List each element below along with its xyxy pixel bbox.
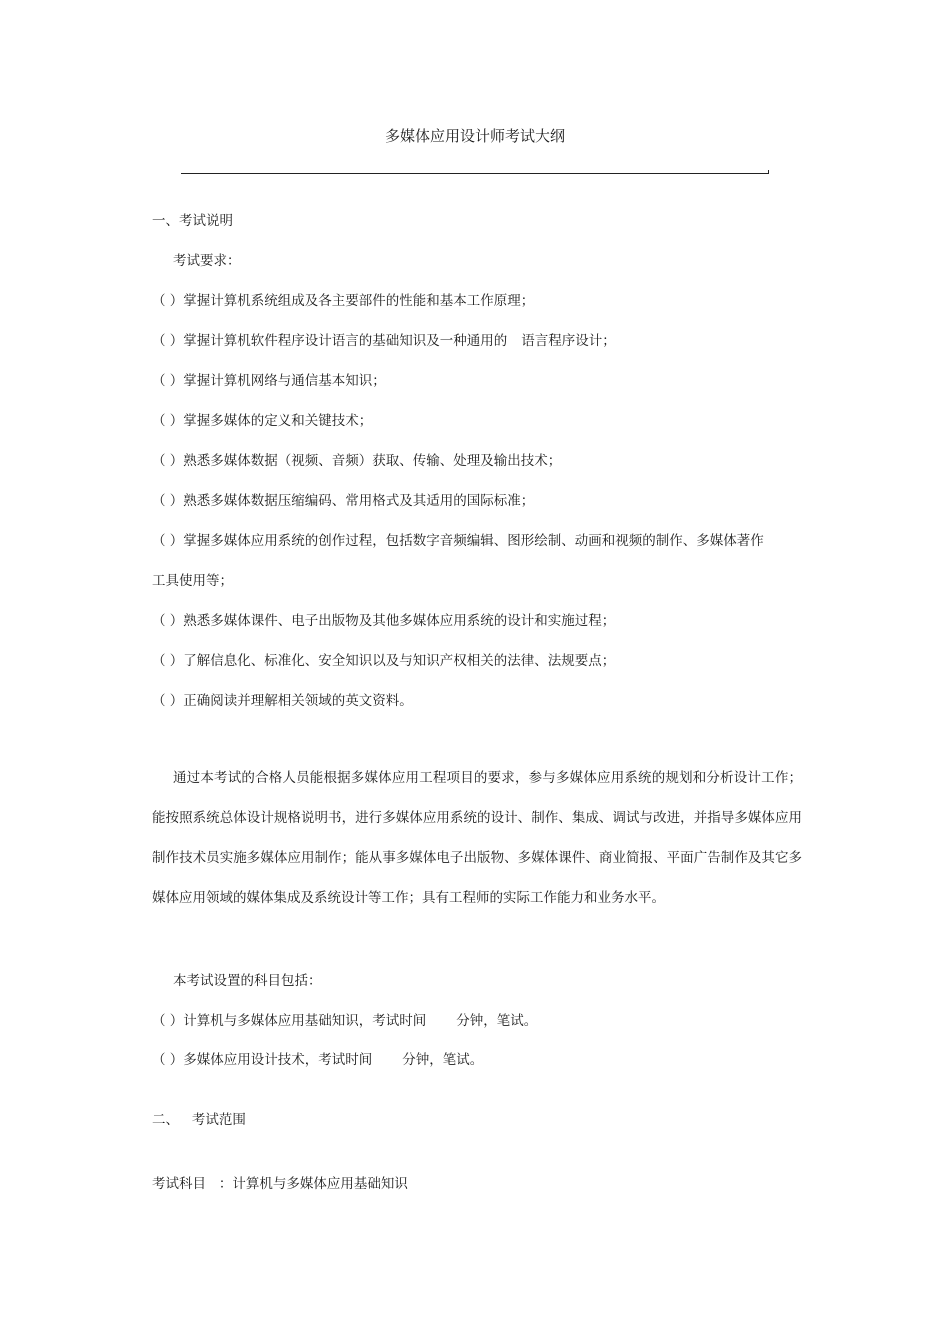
requirement-item: （ ）了解信息化、标准化、安全知识以及与知识产权相关的法律、法规要点；: [152, 653, 616, 669]
requirement-item: （ ）熟悉多媒体课件、电子出版物及其他多媒体应用系统的设计和实施过程；: [152, 613, 616, 629]
page-title: 多媒体应用设计师考试大纲: [384, 127, 565, 145]
subject-item: [152, 1052, 483, 1068]
subjects-label: 本考试设置的科目包括：: [173, 973, 322, 989]
requirement-item: （ ）熟悉多媒体数据压缩编码、常用格式及其适用的国际标准；: [152, 493, 535, 509]
qualification-paragraph: 通过本考试的合格人员能根据多媒体应用工程项目的要求，参与多媒体应用系统的规划和分析设计工作；能按照系统总体设计规格说明书，进行多媒体应用系统的设计、制作、集成、调试与改进，并指导多媒体应用制作技术员实施多媒体应用制作；能从事多媒体电子出版物、多媒体课件、商业简报、平面广告制作及其它多媒体应用领域的媒体集成及系统设计等工作；具有工程师的实际工作能力和业务水平。: [152, 770, 802, 906]
requirement-item-text: （ ）掌握计算机软件程序设计语言的基础知识及一种通用的: [152, 333, 508, 349]
requirement-item: [152, 333, 616, 349]
requirement-item: （ ）正确阅读并理解相关领域的英文资料。: [152, 693, 413, 709]
section2-heading: 二、 考试范围: [152, 1112, 246, 1128]
requirements-label: 考试要求：: [173, 253, 241, 269]
requirement-item: （ ）掌握计算机系统组成及各主要部件的性能和基本工作原理；: [152, 293, 535, 309]
requirement-item: （ ）掌握多媒体的定义和关键技术；: [152, 413, 373, 429]
subject-item: [152, 1013, 537, 1029]
requirement-item: （ ）掌握计算机网络与通信基本知识；: [152, 373, 386, 389]
exam-subject-label: 考试科目 ：计算机与多媒体应用基础知识: [152, 1176, 408, 1192]
subject-item-text: （ ）多媒体应用设计技术，考试时间: [152, 1052, 373, 1068]
subject-item-duration: 分钟，笔试。: [402, 1052, 484, 1068]
requirement-item: （ ）掌握多媒体应用系统的创作过程，包括数字音频编辑、图形绘制、动画和视频的制作、多媒体著作: [152, 533, 764, 549]
title-divider-end: [768, 170, 769, 174]
subject-item-text: （ ）计算机与多媒体应用基础知识，考试时间: [152, 1013, 427, 1029]
requirement-item: （ ）熟悉多媒体数据（视频、音频）获取、传输、处理及输出技术；: [152, 453, 562, 469]
title-divider: [181, 173, 769, 174]
requirement-item-tail: 语言程序设计；: [521, 333, 616, 349]
section1-heading: 一、考试说明: [152, 213, 233, 229]
requirement-item-continuation: 工具使用等；: [152, 573, 233, 589]
subject-item-duration: 分钟，笔试。: [456, 1013, 538, 1029]
